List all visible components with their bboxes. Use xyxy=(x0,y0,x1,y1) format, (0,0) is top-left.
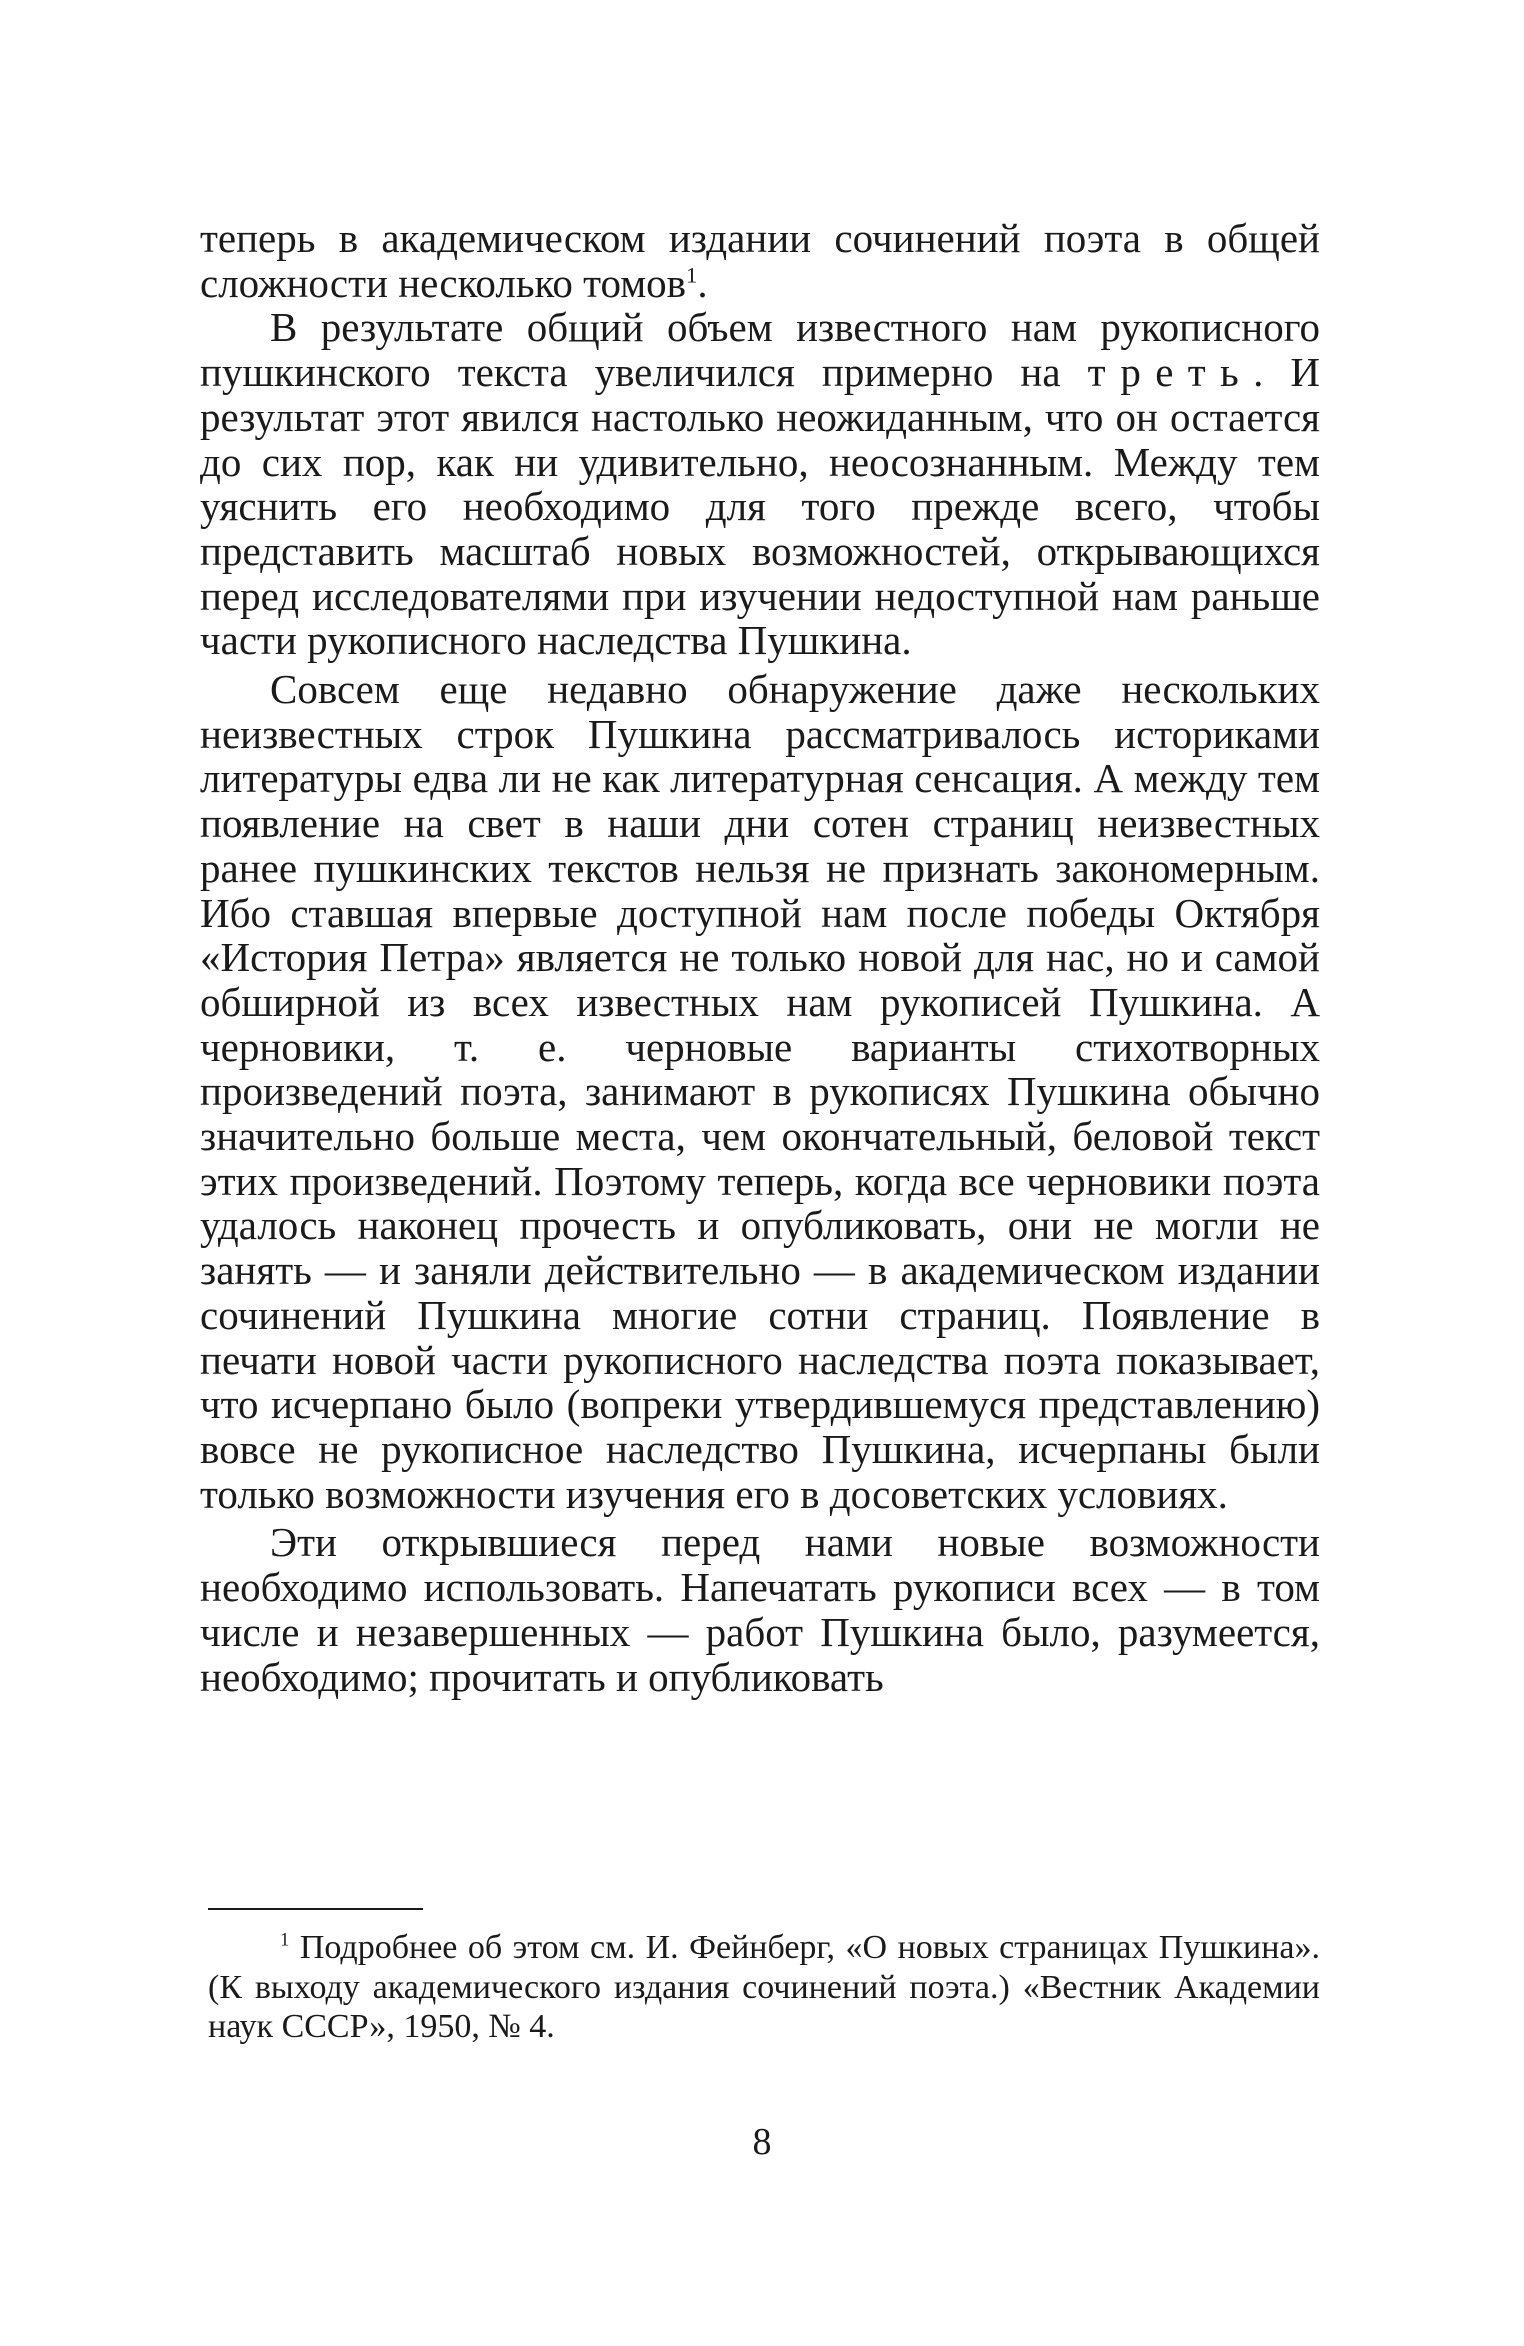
page-number: 8 xyxy=(752,2121,772,2163)
paragraph-1-text: теперь в академическом издании сочинений поэта в общей сложности несколько томов xyxy=(200,215,1320,306)
paragraph-2-rest: . И результат этот явился настолько неожиданным, что он остается до сих пор, как ни удивительно, неосознанным. Между тем уяснить его необходимо для того прежде всего, чтобы представить масштаб новых возможностей, открывающихся перед исследователями при изучении недоступной нам раньше части рукописного наследства Пушкина. xyxy=(200,349,1320,664)
footnote-paragraph xyxy=(208,1928,1320,2047)
paragraph-2-start: В результате общий объем известного нам рукописного пушкинского текста увеличился примерно на xyxy=(200,304,1320,396)
footnote-text: Подробнее об этом см. И. Фейнберг, «О новых страницах Пушкина». (К выходу академического издания сочинений поэта.) «Вестник Академии наук СССР», 1950, № 4. xyxy=(208,1929,1321,2045)
paragraph-2 xyxy=(200,305,1320,663)
main-text xyxy=(200,216,1320,1699)
footnote-divider xyxy=(208,1908,423,1910)
paragraph-1 xyxy=(200,216,1320,305)
footnote-ref: 1 xyxy=(686,262,698,288)
paragraph-3: Совсем еще недавно обнаружение даже нескольких неизвестных строк Пушкина рассматривалось историками литературы едва ли не как литературная сенсация. А между тем появление на свет в наши дни сотен страниц неизвестных ранее пушкинских текстов нельзя не признать закономерным. Ибо ставшая впервые доступной нам после победы Октября «История Петра» является не только новой для нас, но и самой обширной из всех известных нам рукописей Пушкина. А черновики, т. е. черновые варианты стихотворных произведений поэта, занимают в рукописях Пушкина обычно значительно больше места, чем окончательный, беловой текст этих произведений. Поэтому теперь, когда все черновики поэта удалось наконец прочесть и опубликовать, они не могли не занять — и заняли действительно — в академическом издании сочинений Пушкина многие сотни страниц. Появление в печати новой части рукописного наследства поэта показывает, что исчерпано было (вопреки утвердившемуся представлению) вовсе не рукописное наследство Пушкина, исчерпаны были только возможности изучения его в досоветских условиях. xyxy=(200,666,1320,1517)
footnote-marker: 1 xyxy=(280,1929,290,1951)
paragraph-4: Эти открывшиеся перед нами новые возможности необходимо использовать. Напечатать рукописи всех — в том числе и незавершенных — работ Пушкина было, разумеется, необходимо; прочитать и опубликовать xyxy=(200,1519,1320,1700)
spaced-word: треть xyxy=(1087,349,1254,396)
footnote xyxy=(208,1928,1320,2047)
paragraph-1-end: . xyxy=(697,259,708,306)
